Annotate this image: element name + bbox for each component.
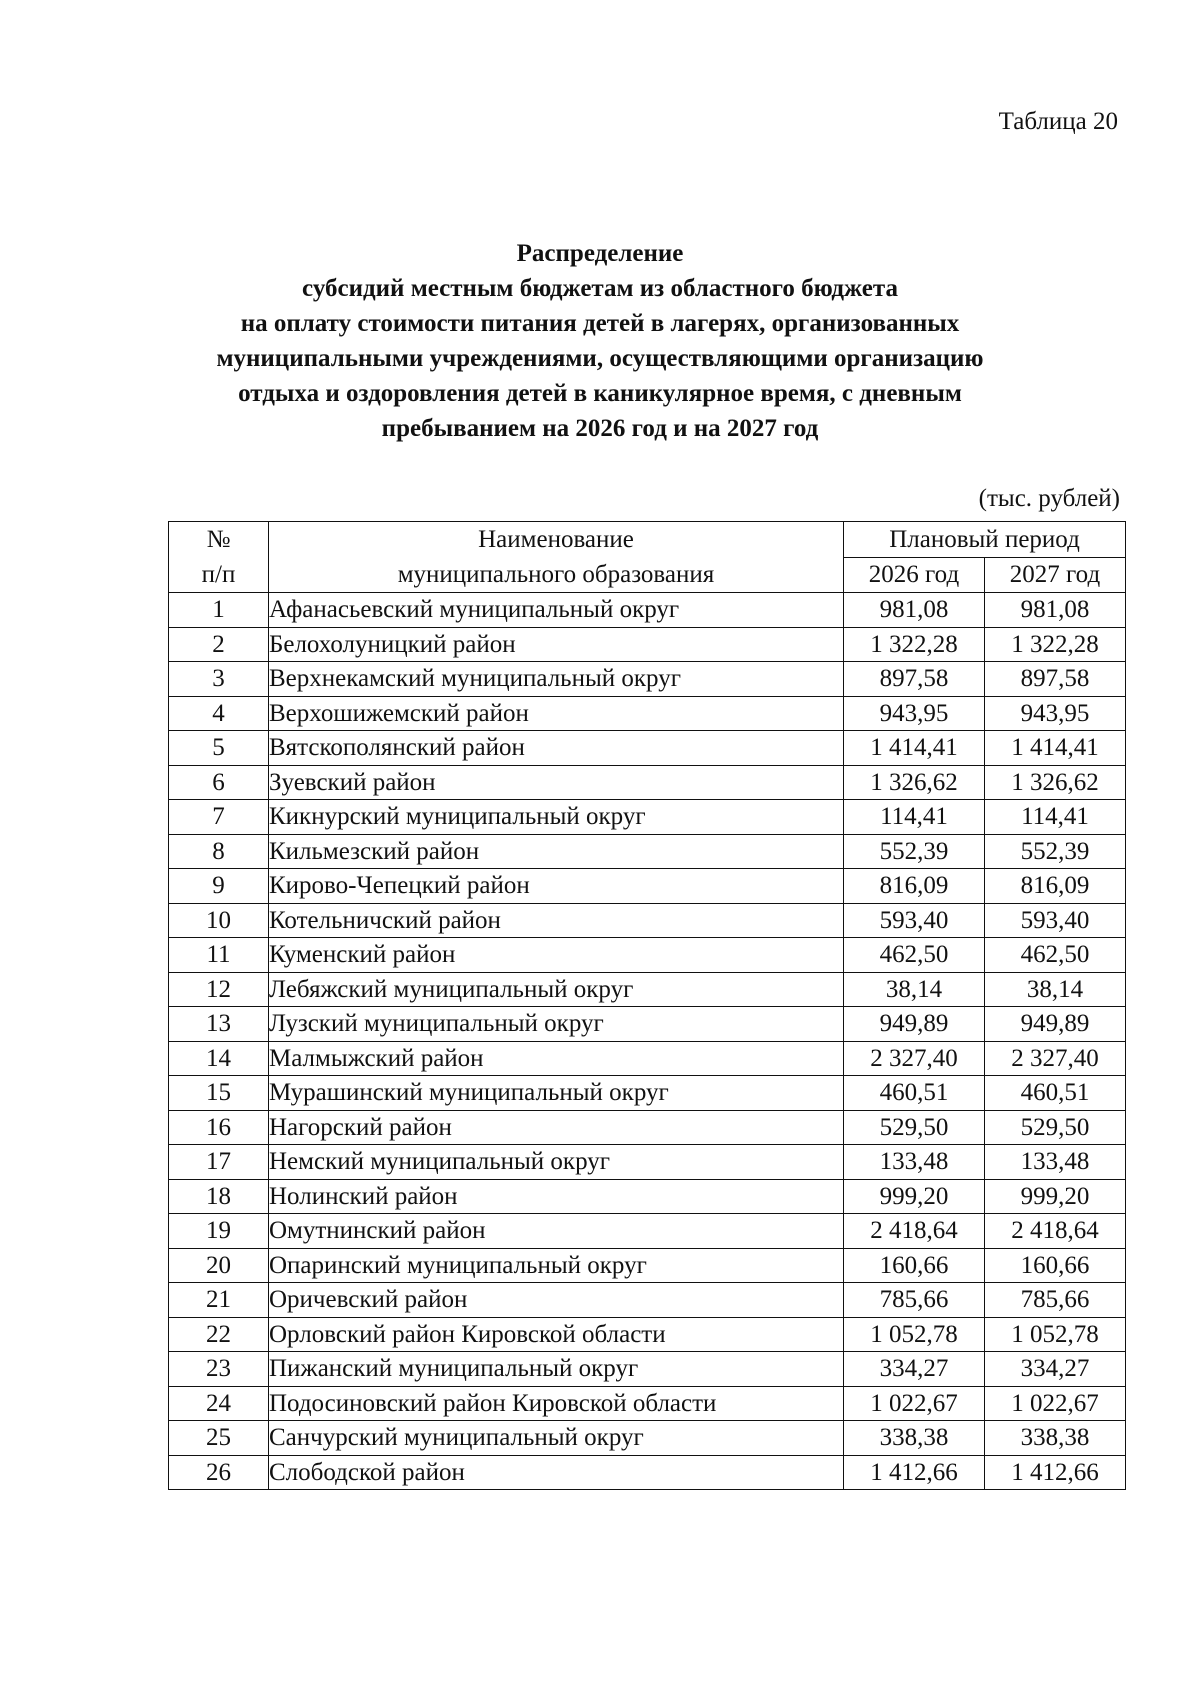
- value-2026-cell: 1 412,66: [844, 1455, 985, 1490]
- municipality-name-cell: Нолинский район: [269, 1179, 844, 1214]
- row-number-cell: 18: [169, 1179, 269, 1214]
- municipality-name-cell: Кильмезский район: [269, 834, 844, 869]
- table-row: [169, 972, 1126, 1007]
- municipality-name-cell: Кикнурский муниципальный округ: [269, 800, 844, 835]
- row-number-cell: 11: [169, 938, 269, 973]
- value-2027-cell: 334,27: [985, 1352, 1126, 1387]
- value-2026-cell: 2 418,64: [844, 1214, 985, 1249]
- value-2027-cell: 943,95: [985, 696, 1126, 731]
- title-line: на оплату стоимости питания детей в лагерях, организованных: [240, 310, 960, 337]
- value-2026-cell: 1 326,62: [844, 765, 985, 800]
- row-number-cell: 4: [169, 696, 269, 731]
- table-number-label: Таблица 20: [998, 108, 1118, 135]
- municipality-name-cell: Малмыжский район: [269, 1041, 844, 1076]
- value-2026-cell: 160,66: [844, 1248, 985, 1283]
- title-line: Распределение: [516, 240, 684, 267]
- value-2026-cell: 2 327,40: [844, 1041, 985, 1076]
- title-line: субсидий местным бюджетам из областного бюджета: [302, 275, 898, 302]
- value-2027-cell: 816,09: [985, 869, 1126, 904]
- municipality-name-cell: Пижанский муниципальный округ: [269, 1352, 844, 1387]
- table-row: [169, 1421, 1126, 1456]
- value-2027-cell: 1 052,78: [985, 1317, 1126, 1352]
- value-2027-cell: 338,38: [985, 1421, 1126, 1456]
- value-2027-cell: 981,08: [985, 593, 1126, 628]
- header-municipality: [269, 522, 844, 593]
- row-number-cell: 24: [169, 1386, 269, 1421]
- municipality-name-cell: Зуевский район: [269, 765, 844, 800]
- title-line: муниципальными учреждениями, осуществляющими организацию: [216, 345, 984, 372]
- value-2026-cell: 529,50: [844, 1110, 985, 1145]
- value-2026-cell: 114,41: [844, 800, 985, 835]
- value-2027-cell: 160,66: [985, 1248, 1126, 1283]
- municipality-name-cell: Белохолуницкий район: [269, 627, 844, 662]
- value-2027-cell: 1 322,28: [985, 627, 1126, 662]
- row-number-cell: 19: [169, 1214, 269, 1249]
- value-2027-cell: 949,89: [985, 1007, 1126, 1042]
- row-number-cell: 22: [169, 1317, 269, 1352]
- row-number-cell: 25: [169, 1421, 269, 1456]
- row-number-cell: 21: [169, 1283, 269, 1318]
- value-2026-cell: 1 414,41: [844, 731, 985, 766]
- value-2027-cell: 593,40: [985, 903, 1126, 938]
- table-row: [169, 1283, 1126, 1318]
- municipality-name-cell: Мурашинский муниципальный округ: [269, 1076, 844, 1111]
- table-row: [169, 627, 1126, 662]
- table-row: [169, 1352, 1126, 1387]
- table-row: [169, 938, 1126, 973]
- municipality-name-cell: Куменский район: [269, 938, 844, 973]
- value-2026-cell: 943,95: [844, 696, 985, 731]
- title-line: пребыванием на 2026 год и на 2027 год: [381, 415, 819, 442]
- row-number-cell: 10: [169, 903, 269, 938]
- value-2026-cell: 999,20: [844, 1179, 985, 1214]
- value-2026-cell: 593,40: [844, 903, 985, 938]
- table-row: [169, 869, 1126, 904]
- table-row: [169, 1455, 1126, 1490]
- row-number-cell: 5: [169, 731, 269, 766]
- header-number-line1: №: [206, 526, 231, 553]
- row-number-cell: 8: [169, 834, 269, 869]
- table-row: [169, 765, 1126, 800]
- value-2026-cell: 981,08: [844, 593, 985, 628]
- header-municipality-line1: Наименование: [478, 526, 634, 553]
- row-number-cell: 1: [169, 593, 269, 628]
- value-2026-cell: 949,89: [844, 1007, 985, 1042]
- table-row: [169, 1179, 1126, 1214]
- value-2027-cell: 133,48: [985, 1145, 1126, 1180]
- municipality-name-cell: Кирово-Чепецкий район: [269, 869, 844, 904]
- value-2026-cell: 1 022,67: [844, 1386, 985, 1421]
- table-row: [169, 1110, 1126, 1145]
- value-2026-cell: 1 322,28: [844, 627, 985, 662]
- document-title: [0, 236, 1200, 446]
- value-2027-cell: 999,20: [985, 1179, 1126, 1214]
- row-number-cell: 9: [169, 869, 269, 904]
- municipality-name-cell: Лузский муниципальный округ: [269, 1007, 844, 1042]
- municipality-name-cell: Орловский район Кировской области: [269, 1317, 844, 1352]
- table-row: [169, 800, 1126, 835]
- table-row: [169, 593, 1126, 628]
- row-number-cell: 15: [169, 1076, 269, 1111]
- table-row: [169, 1386, 1126, 1421]
- value-2027-cell: 114,41: [985, 800, 1126, 835]
- value-2027-cell: 1 022,67: [985, 1386, 1126, 1421]
- municipality-name-cell: Верхошижемский район: [269, 696, 844, 731]
- value-2026-cell: 462,50: [844, 938, 985, 973]
- row-number-cell: 26: [169, 1455, 269, 1490]
- table-row: [169, 662, 1126, 697]
- municipality-name-cell: Лебяжский муниципальный округ: [269, 972, 844, 1007]
- row-number-cell: 12: [169, 972, 269, 1007]
- units-label: (тыс. рублей): [978, 485, 1120, 512]
- row-number-cell: 13: [169, 1007, 269, 1042]
- header-planning-period: Плановый период: [844, 522, 1126, 558]
- value-2026-cell: 816,09: [844, 869, 985, 904]
- municipality-name-cell: Вятскополянский район: [269, 731, 844, 766]
- value-2027-cell: 785,66: [985, 1283, 1126, 1318]
- title-line: отдыха и оздоровления детей в каникулярное время, с дневным: [238, 380, 962, 407]
- value-2026-cell: 334,27: [844, 1352, 985, 1387]
- value-2026-cell: 1 052,78: [844, 1317, 985, 1352]
- value-2026-cell: 785,66: [844, 1283, 985, 1318]
- row-number-cell: 3: [169, 662, 269, 697]
- value-2027-cell: 529,50: [985, 1110, 1126, 1145]
- row-number-cell: 16: [169, 1110, 269, 1145]
- table-row: [169, 696, 1126, 731]
- value-2027-cell: 38,14: [985, 972, 1126, 1007]
- value-2027-cell: 1 414,41: [985, 731, 1126, 766]
- value-2027-cell: 462,50: [985, 938, 1126, 973]
- row-number-cell: 6: [169, 765, 269, 800]
- table-row: [169, 1145, 1126, 1180]
- row-number-cell: 14: [169, 1041, 269, 1076]
- value-2026-cell: 133,48: [844, 1145, 985, 1180]
- municipality-name-cell: Нагорский район: [269, 1110, 844, 1145]
- table-body: [169, 593, 1126, 1490]
- value-2026-cell: 552,39: [844, 834, 985, 869]
- header-number-line2: п/п: [201, 561, 236, 588]
- table-row: [169, 1248, 1126, 1283]
- municipality-name-cell: Оричевский район: [269, 1283, 844, 1318]
- row-number-cell: 20: [169, 1248, 269, 1283]
- table-row: [169, 1041, 1126, 1076]
- value-2027-cell: 2 327,40: [985, 1041, 1126, 1076]
- municipality-name-cell: Омутнинский район: [269, 1214, 844, 1249]
- row-number-cell: 2: [169, 627, 269, 662]
- header-number: [169, 522, 269, 593]
- table-row: [169, 1076, 1126, 1111]
- value-2027-cell: 460,51: [985, 1076, 1126, 1111]
- municipality-name-cell: Опаринский муниципальный округ: [269, 1248, 844, 1283]
- municipality-name-cell: Слободской район: [269, 1455, 844, 1490]
- municipality-name-cell: Афанасьевский муниципальный округ: [269, 593, 844, 628]
- header-year-2027: 2027 год: [985, 557, 1126, 593]
- municipality-name-cell: Подосиновский район Кировской области: [269, 1386, 844, 1421]
- row-number-cell: 17: [169, 1145, 269, 1180]
- table-row: [169, 1214, 1126, 1249]
- value-2026-cell: 38,14: [844, 972, 985, 1007]
- value-2027-cell: 2 418,64: [985, 1214, 1126, 1249]
- subsidy-table: [168, 521, 1126, 1490]
- table-row: [169, 1007, 1126, 1042]
- value-2027-cell: 897,58: [985, 662, 1126, 697]
- row-number-cell: 7: [169, 800, 269, 835]
- table-row: [169, 1317, 1126, 1352]
- municipality-name-cell: Немский муниципальный округ: [269, 1145, 844, 1180]
- table-row: [169, 731, 1126, 766]
- table-row: [169, 903, 1126, 938]
- value-2026-cell: 897,58: [844, 662, 985, 697]
- value-2027-cell: 1 326,62: [985, 765, 1126, 800]
- header-year-2026: 2026 год: [844, 557, 985, 593]
- municipality-name-cell: Санчурский муниципальный округ: [269, 1421, 844, 1456]
- header-municipality-line2: муниципального образования: [397, 561, 715, 588]
- municipality-name-cell: Котельничский район: [269, 903, 844, 938]
- value-2026-cell: 338,38: [844, 1421, 985, 1456]
- row-number-cell: 23: [169, 1352, 269, 1387]
- value-2027-cell: 552,39: [985, 834, 1126, 869]
- value-2026-cell: 460,51: [844, 1076, 985, 1111]
- table-row: [169, 834, 1126, 869]
- value-2027-cell: 1 412,66: [985, 1455, 1126, 1490]
- municipality-name-cell: Верхнекамский муниципальный округ: [269, 662, 844, 697]
